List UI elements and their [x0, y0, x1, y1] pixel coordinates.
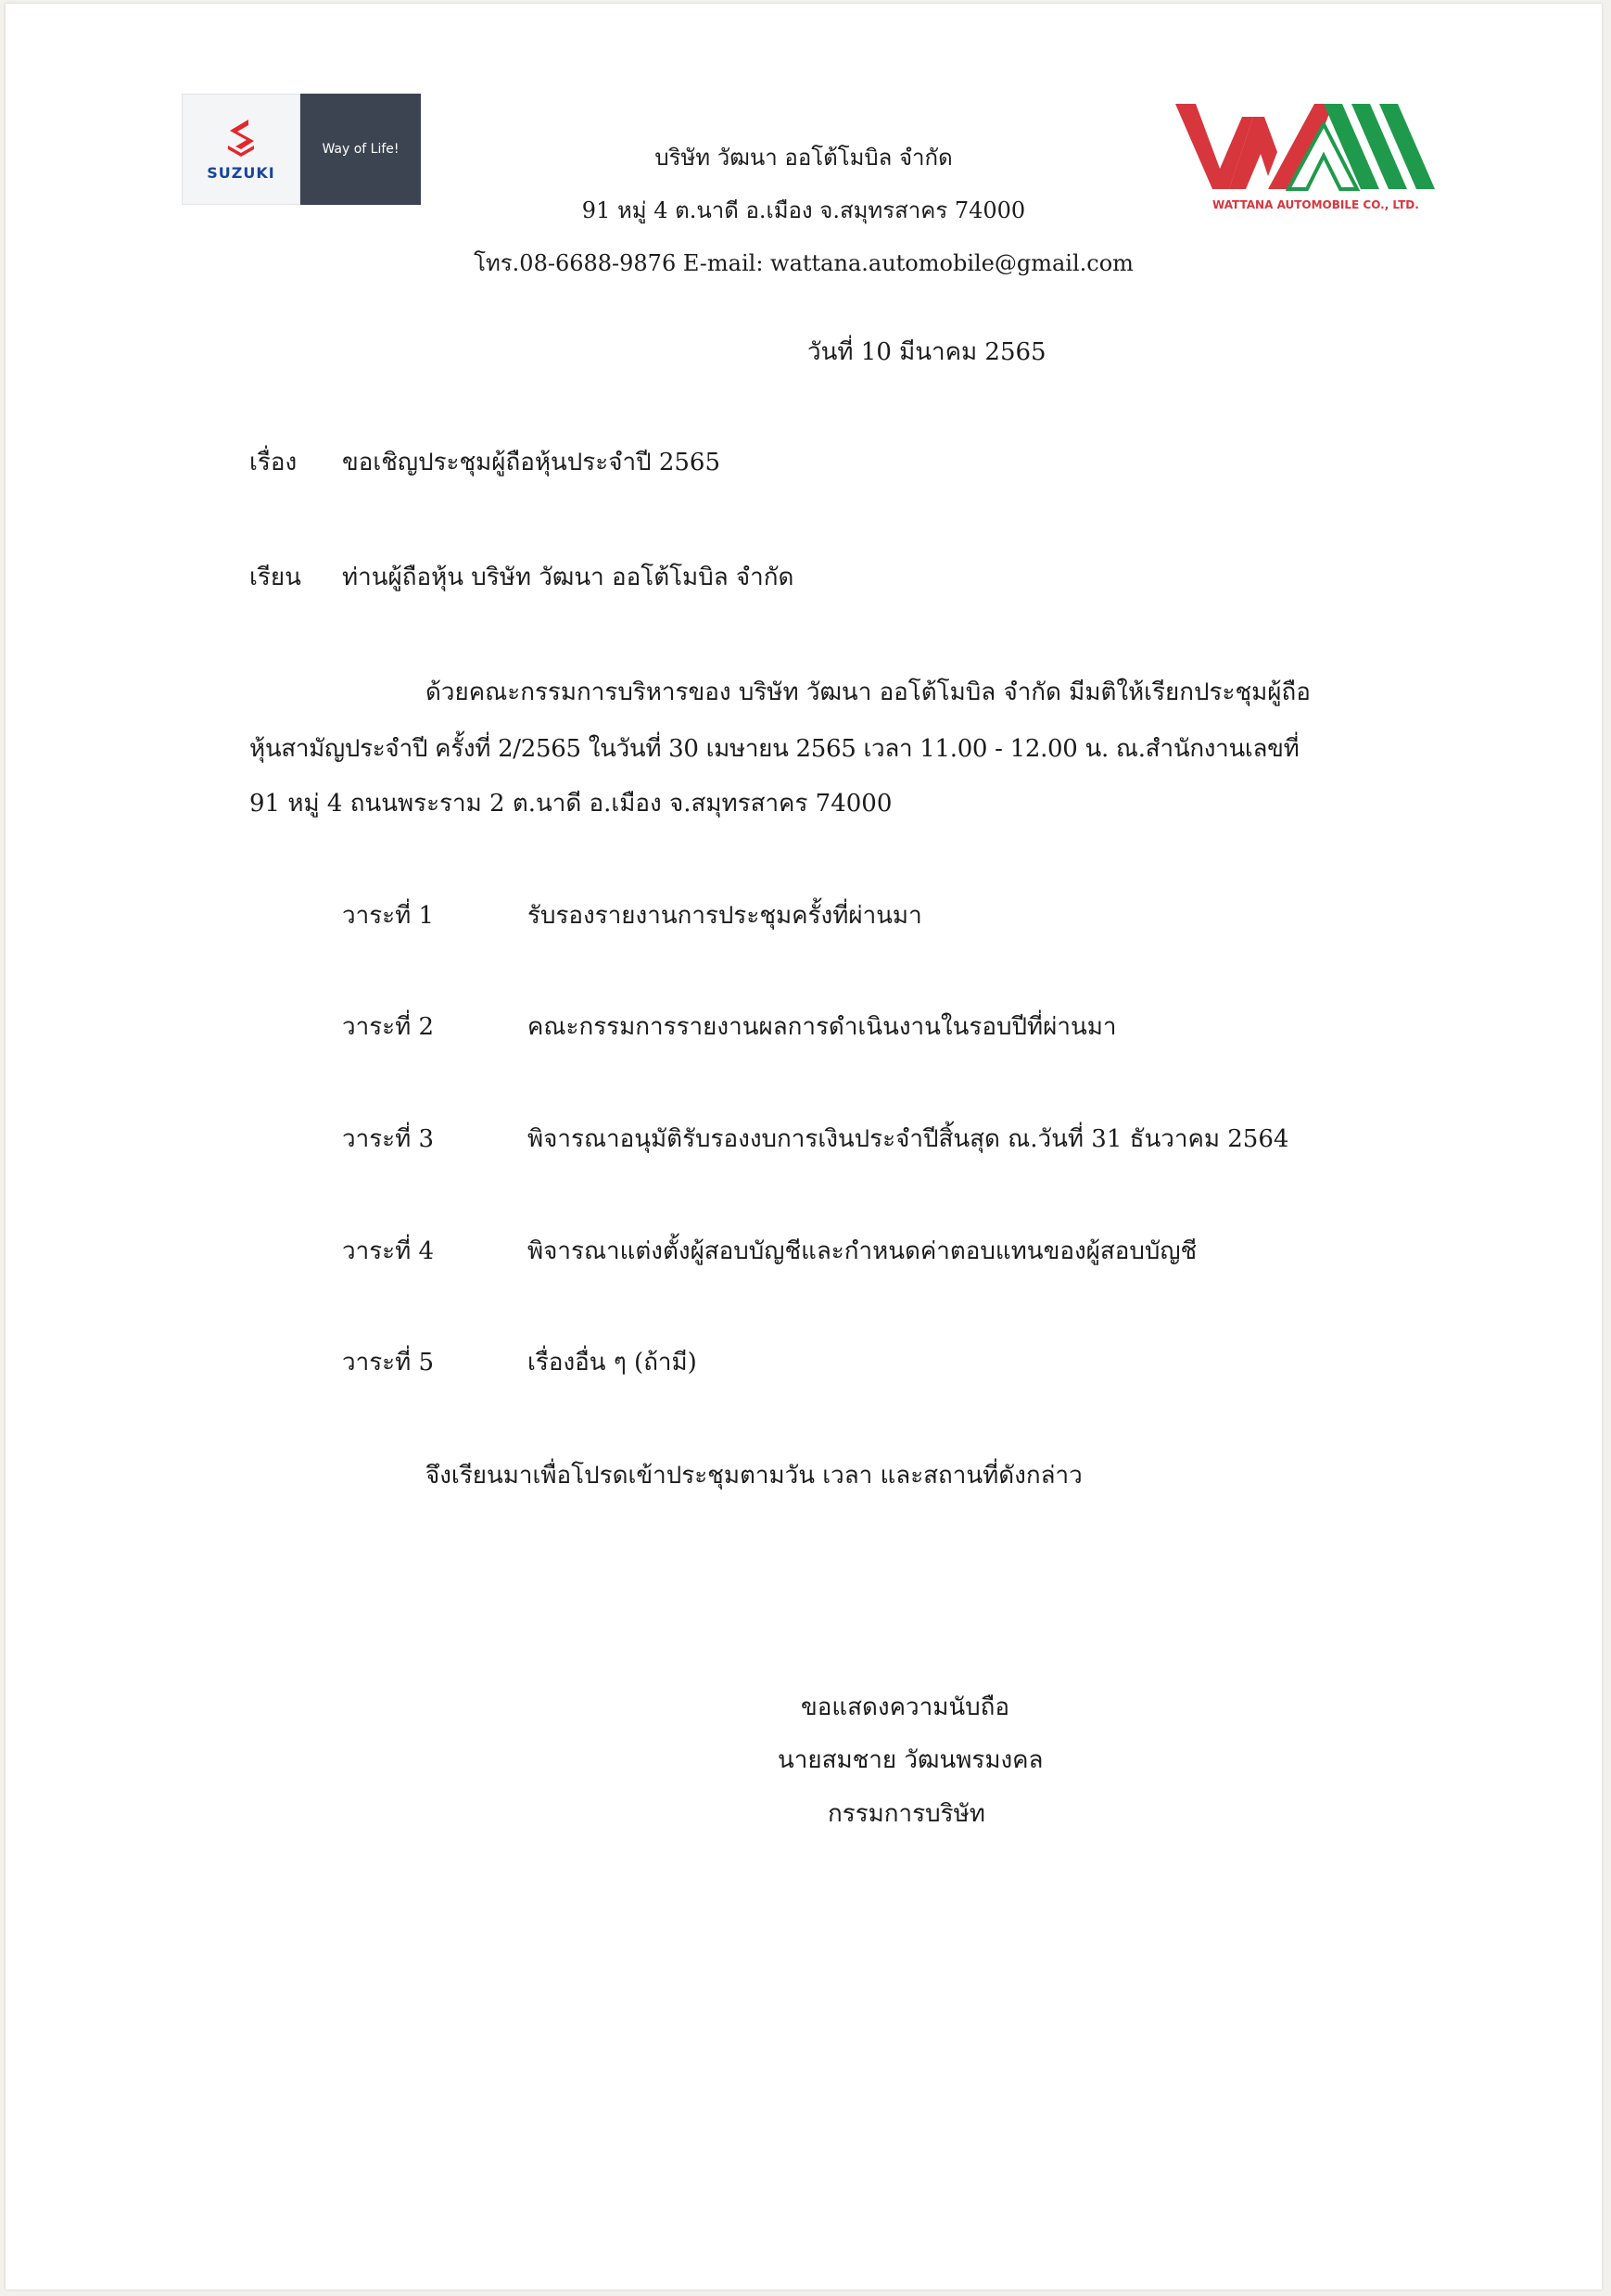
- recipient-text: ท่านผู้ถือหุ้น บริษัท วัฒนา ออโต้โมบิล จำกัด: [342, 564, 794, 591]
- wattana-logo-caption: WATTANA AUTOMOBILE CO., LTD.: [1212, 198, 1419, 211]
- agenda-text: เรื่องอื่น ๆ (ถ้ามี): [527, 1349, 697, 1376]
- signatory-title: กรรมการบริษัท: [828, 1800, 985, 1828]
- closing-sentence: จึงเรียนมาเพื่อโปรดเข้าประชุมตามวัน เวลา และสถานที่ดังกล่าว: [425, 1462, 1083, 1490]
- signatory-name: นายสมชาย วัฒนพรมงคล: [778, 1746, 1044, 1774]
- company-address: 91 หมู่ 4 ต.นาดี อ.เมือง จ.สมุทรสาคร 74000: [581, 197, 1026, 223]
- body-line: 91 หมู่ 4 ถนนพระราม 2 ต.นาดี อ.เมือง จ.สมุทรสาคร 74000: [249, 790, 893, 818]
- letter-date: วันที่ 10 มีนาคม 2565: [807, 338, 1047, 366]
- agenda-label: วาระที่ 2: [342, 1013, 435, 1041]
- agenda-label: วาระที่ 5: [342, 1349, 435, 1376]
- company-contact: โทร.08-6688-9876 E-mail: wattana.automobile@gmail.com: [474, 250, 1134, 276]
- agenda-text: คณะกรรมการรายงานผลการดำเนินงานในรอบปีที่ผ่านมา: [527, 1013, 1117, 1041]
- subject-text: ขอเชิญประชุมผู้ถือหุ้นประจำปี 2565: [342, 449, 721, 476]
- recipient-label: เรียน: [249, 564, 301, 591]
- signature-salutation: ขอแสดงความนับถือ: [801, 1693, 1009, 1721]
- agenda-label: วาระที่ 4: [342, 1237, 435, 1265]
- body-line: หุ้นสามัญประจำปี ครั้งที่ 2/2565 ในวันที่ 30 เมษายน 2565 เวลา 11.00 - 12.00 น. ณ.สำนักงานเลขที่: [249, 735, 1300, 763]
- agenda-text: พิจารณาแต่งตั้งผู้สอบบัญชีและกำหนดค่าตอบแทนของผู้สอบบัญชี: [527, 1237, 1198, 1265]
- agenda-text: รับรองรายงานการประชุมครั้งที่ผ่านมา: [527, 902, 922, 930]
- suzuki-wordmark: SUZUKI: [207, 163, 275, 182]
- company-name: บริษัท วัฒนา ออโต้โมบิล จำกัด: [654, 145, 953, 171]
- agenda-text: พิจารณาอนุมัติรับรองงบการเงินประจำปีสิ้นสุด ณ.วันที่ 31 ธันวาคม 2564: [527, 1125, 1289, 1153]
- agenda-label: วาระที่ 1: [342, 902, 435, 930]
- subject-label: เรื่อง: [249, 449, 298, 476]
- body-line: ด้วยคณะกรรมการบริหารของ บริษัท วัฒนา ออโต้โมบิล จำกัด มีมติให้เรียกประชุมผู้ถือ: [425, 679, 1311, 706]
- suzuki-tagline: Way of Life!: [322, 142, 400, 157]
- agenda-label: วาระที่ 3: [342, 1125, 435, 1153]
- letter-page: [6, 4, 1602, 2290]
